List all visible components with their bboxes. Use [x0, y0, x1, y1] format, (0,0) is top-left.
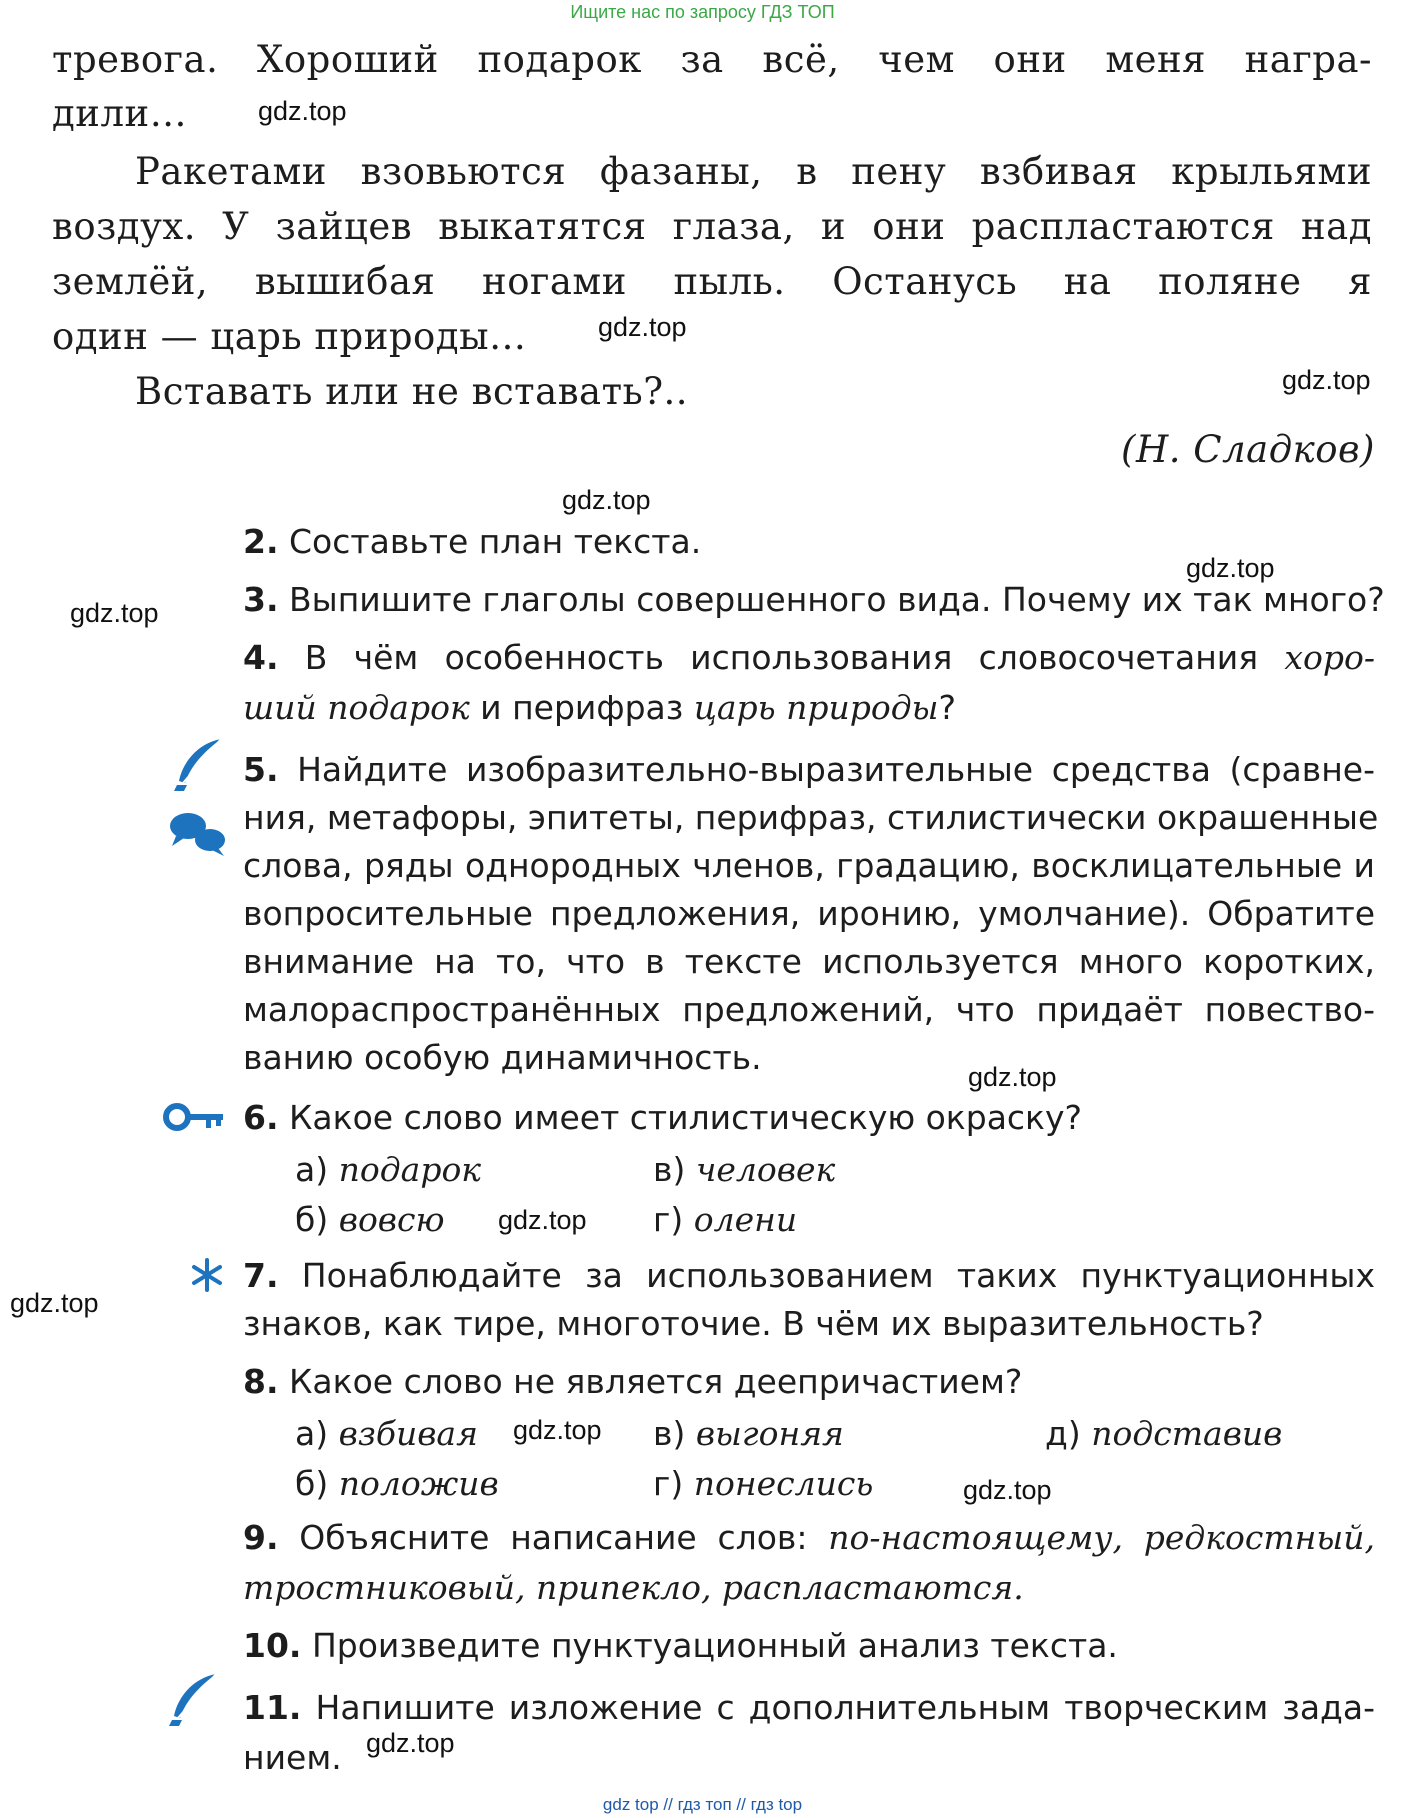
watermark[interactable]: gdz.top: [1186, 553, 1275, 583]
task-number: 10.: [243, 1626, 302, 1665]
quill-icon: [165, 735, 227, 797]
task-text: Какое слово не является деепричастием?: [289, 1362, 1023, 1401]
task-5-line-7: ванию особую динамичность.: [243, 1038, 762, 1077]
option-value: выгоняя: [695, 1414, 844, 1453]
option-value: понеслись: [693, 1464, 874, 1503]
task-number: 7.: [243, 1256, 279, 1295]
task-text: Составьте план текста.: [289, 522, 702, 561]
watermark[interactable]: gdz.top: [498, 1205, 587, 1235]
speech-bubbles-icon: [168, 810, 228, 860]
task-text: Какое слово имеет стилистическую окраску?: [289, 1098, 1083, 1137]
watermark[interactable]: gdz.top: [10, 1288, 99, 1318]
option-key: в): [653, 1414, 686, 1453]
task-11-line-2: нием.: [243, 1738, 342, 1777]
task-text: Понаблюдайте за использованием таких пунктуационных: [301, 1256, 1375, 1295]
option-v: [653, 1414, 844, 1453]
task-text: Выпишите глаголы совершенного вида. Почему их так много?: [289, 580, 1385, 619]
task-text: В чём особенность использования словосочетания: [304, 638, 1259, 677]
task-6: [243, 1098, 1082, 1137]
task-text: Произведите пунктуационный анализ текста.: [311, 1626, 1118, 1665]
option-b: [295, 1464, 499, 1503]
watermark[interactable]: gdz.top: [366, 1728, 455, 1758]
text-line-4: воздух. У зайцев выкатятся глаза, и они распластаются над: [52, 205, 1372, 248]
option-d: [1045, 1414, 1282, 1453]
task-10: [243, 1626, 1118, 1665]
option-value: положив: [338, 1464, 499, 1503]
text-line-1: тревога. Хороший подарок за всё, чем они меня награ-: [52, 38, 1372, 81]
text-line-6: один — царь природы…: [52, 315, 527, 358]
task-7-line-1: [243, 1256, 1375, 1295]
watermark[interactable]: gdz.top: [1282, 365, 1371, 395]
footer-watermark[interactable]: gdz top // гдз топ // гдз top: [602, 1795, 803, 1814]
task-5-line-2: ния, метафоры, эпитеты, перифраз, стилистически окрашенные: [243, 798, 1379, 837]
option-value: подставив: [1091, 1414, 1283, 1453]
option-g: [653, 1464, 873, 1503]
task-8: [243, 1362, 1022, 1401]
task-11-line-1: [243, 1688, 1375, 1727]
task-5-line-1: [243, 750, 1375, 789]
task-number: 9.: [243, 1518, 279, 1557]
option-a: [295, 1150, 481, 1189]
task-9-line-1: [243, 1518, 1375, 1557]
task-4-line-2: [243, 688, 956, 727]
task-italic: царь природы: [693, 688, 939, 727]
task-3: [243, 580, 1385, 619]
task-italic: по-настоящему, редкостный,: [828, 1518, 1375, 1557]
watermark[interactable]: gdz.top: [963, 1475, 1052, 1505]
watermark[interactable]: gdz.top: [513, 1415, 602, 1445]
text-line-2: дили…: [52, 92, 188, 135]
option-v: [653, 1150, 835, 1189]
option-value: подарок: [338, 1150, 482, 1189]
task-text: Объясните написание слов:: [299, 1518, 808, 1557]
task-number: 2.: [243, 522, 279, 561]
option-key: а): [295, 1150, 329, 1189]
option-value: человек: [695, 1150, 836, 1189]
task-5-line-4: вопросительные предложения, иронию, умолчание). Обратите: [243, 894, 1375, 933]
author: (Н. Сладков): [1121, 428, 1375, 471]
task-5-line-3: слова, ряды однородных членов, градацию, восклицательные и: [243, 846, 1375, 885]
option-b: [295, 1200, 445, 1239]
watermark[interactable]: gdz.top: [70, 598, 159, 628]
option-key: в): [653, 1150, 686, 1189]
watermark[interactable]: gdz.top: [968, 1062, 1057, 1092]
task-number: 11.: [243, 1688, 302, 1727]
task-text: Найдите изобразительно-выразительные средства (сравне-: [297, 750, 1375, 789]
option-a: [295, 1414, 478, 1453]
task-number: 5.: [243, 750, 279, 789]
watermark[interactable]: gdz.top: [598, 312, 687, 342]
text-line-3: Ракетами взовьются фазаны, в пену взбивая крыльями: [135, 150, 1372, 193]
task-italic: ший подарок: [243, 688, 470, 727]
option-key: г): [653, 1200, 684, 1239]
task-number: 4.: [243, 638, 279, 677]
option-key: б): [295, 1464, 329, 1503]
task-2: [243, 522, 701, 561]
quill-icon: [160, 1670, 222, 1732]
option-key: а): [295, 1414, 329, 1453]
task-italic: хоро-: [1284, 638, 1375, 677]
task-number: 3.: [243, 580, 279, 619]
option-g: [653, 1200, 797, 1239]
option-value: взбивая: [338, 1414, 478, 1453]
task-text: ?: [938, 688, 957, 727]
task-text: и перифраз: [480, 688, 684, 727]
watermark[interactable]: gdz.top: [562, 485, 651, 515]
text-line-7: Вставать или не вставать?..: [135, 370, 689, 413]
task-5-line-5: внимание на то, что в тексте используется много коротких,: [243, 942, 1375, 981]
header-watermark[interactable]: Ищите нас по запросу ГДЗ ТОП: [570, 2, 835, 22]
option-value: олени: [693, 1200, 798, 1239]
task-9-line-2: [243, 1568, 1024, 1607]
task-5-line-6: малораспространённых предложений, что придаёт повество-: [243, 990, 1375, 1029]
watermark[interactable]: gdz.top: [258, 96, 347, 126]
task-7-line-2: знаков, как тире, многоточие. В чём их выразительность?: [243, 1304, 1264, 1343]
task-4-line-1: [243, 638, 1375, 677]
option-value: вовсю: [338, 1200, 445, 1239]
option-key: д): [1045, 1414, 1081, 1453]
asterisk-icon: [190, 1258, 224, 1292]
text-line-5: землёй, вышибая ногами пыль. Останусь на поляне я: [52, 260, 1372, 303]
option-key: г): [653, 1464, 684, 1503]
option-key: б): [295, 1200, 329, 1239]
task-text: Напишите изложение с дополнительным творческим зада-: [315, 1688, 1375, 1727]
task-italic: тростниковый, припекло, распластаются.: [243, 1568, 1024, 1607]
key-icon: [162, 1100, 226, 1134]
task-number: 6.: [243, 1098, 279, 1137]
task-number: 8.: [243, 1362, 279, 1401]
